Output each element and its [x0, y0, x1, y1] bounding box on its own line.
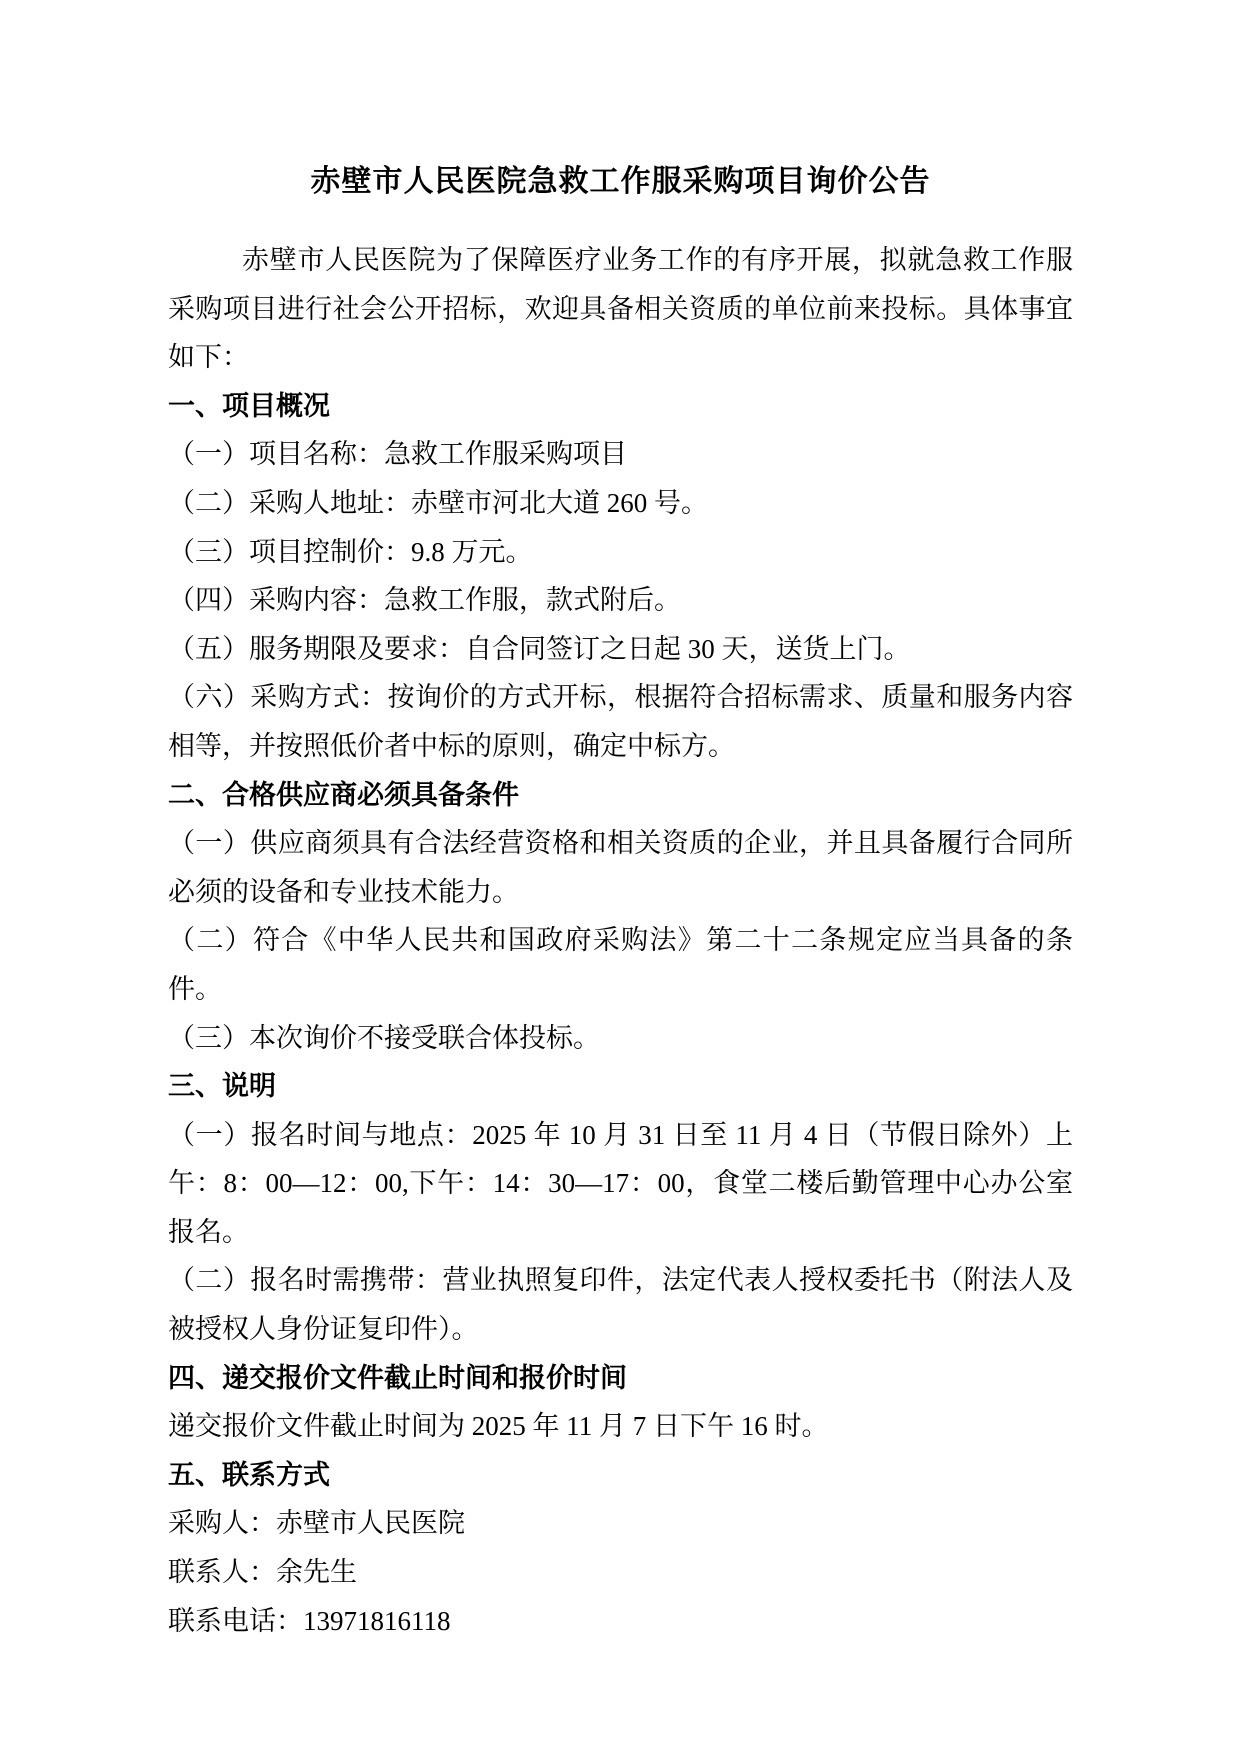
section-heading-5: 五、联系方式	[168, 1459, 330, 1490]
section-heading-3: 三、说明	[168, 1071, 276, 1102]
contact-phone: 联系电话：13971816118	[168, 1605, 451, 1636]
item-procurement-content: （四）采购内容：急救工作服，款式附后。	[168, 585, 681, 616]
item-control-price: （三）项目控制价：9.8 万元。	[168, 536, 533, 567]
section-heading-2: 二、合格供应商必须具备条件	[168, 779, 519, 810]
item-service-period: （五）服务期限及要求：自合同签订之日起 30 天，送货上门。	[168, 633, 911, 664]
contact-purchaser: 采购人：赤壁市人民医院	[168, 1508, 465, 1539]
announcement-document	[0, 162, 1241, 1645]
item-law-compliance: （二）符合《中华人民共和国政府采购法》第二十二条规定应当具备的条件。	[168, 925, 1073, 1004]
item-registration-documents: （二）报名时需携带：营业执照复印件，法定代表人授权委托书（附法人及被授权人身份证复印件）。	[168, 1265, 1073, 1345]
item-procurement-method: （六）采购方式：按询价的方式开标，根据符合招标需求、质量和服务内容相等，并按照低价者中标的原则，确定中标方。	[168, 682, 1073, 761]
document-title: 赤壁市人民医院急救工作服采购项目询价公告	[310, 165, 931, 198]
contact-person: 联系人：余先生	[168, 1557, 357, 1588]
item-no-consortium: （三）本次询价不接受联合体投标。	[168, 1022, 600, 1053]
item-registration-time: （一）报名时间与地点：2025 年 10 月 31 日至 11 月 4 日（节假日除外）上午：8：00—12：00,下午：14：30—17：00，食堂二楼后勤管理中心办公室报名。	[168, 1119, 1073, 1247]
deadline-line: 递交报价文件截止时间为 2025 年 11 月 7 日下午 16 时。	[168, 1411, 829, 1442]
item-supplier-qualification: （一）供应商须具有合法经营资格和相关资质的企业，并且具备履行合同所必须的设备和专业技术能力。	[168, 828, 1073, 907]
section-heading-4: 四、递交报价文件截止时间和报价时间	[168, 1362, 627, 1393]
intro-paragraph: 赤壁市人民医院为了保障医疗业务工作的有序开展，拟就急救工作服采购项目进行社会公开招标，欢迎具备相关资质的单位前来投标。具体事宜如下：	[168, 245, 1073, 373]
item-purchaser-address: （二）采购人地址：赤壁市河北大道 260 号。	[168, 487, 708, 518]
section-heading-1: 一、项目概况	[168, 390, 330, 421]
document-body	[168, 236, 1073, 1645]
item-project-name: （一）项目名称：急救工作服采购项目	[168, 439, 627, 470]
